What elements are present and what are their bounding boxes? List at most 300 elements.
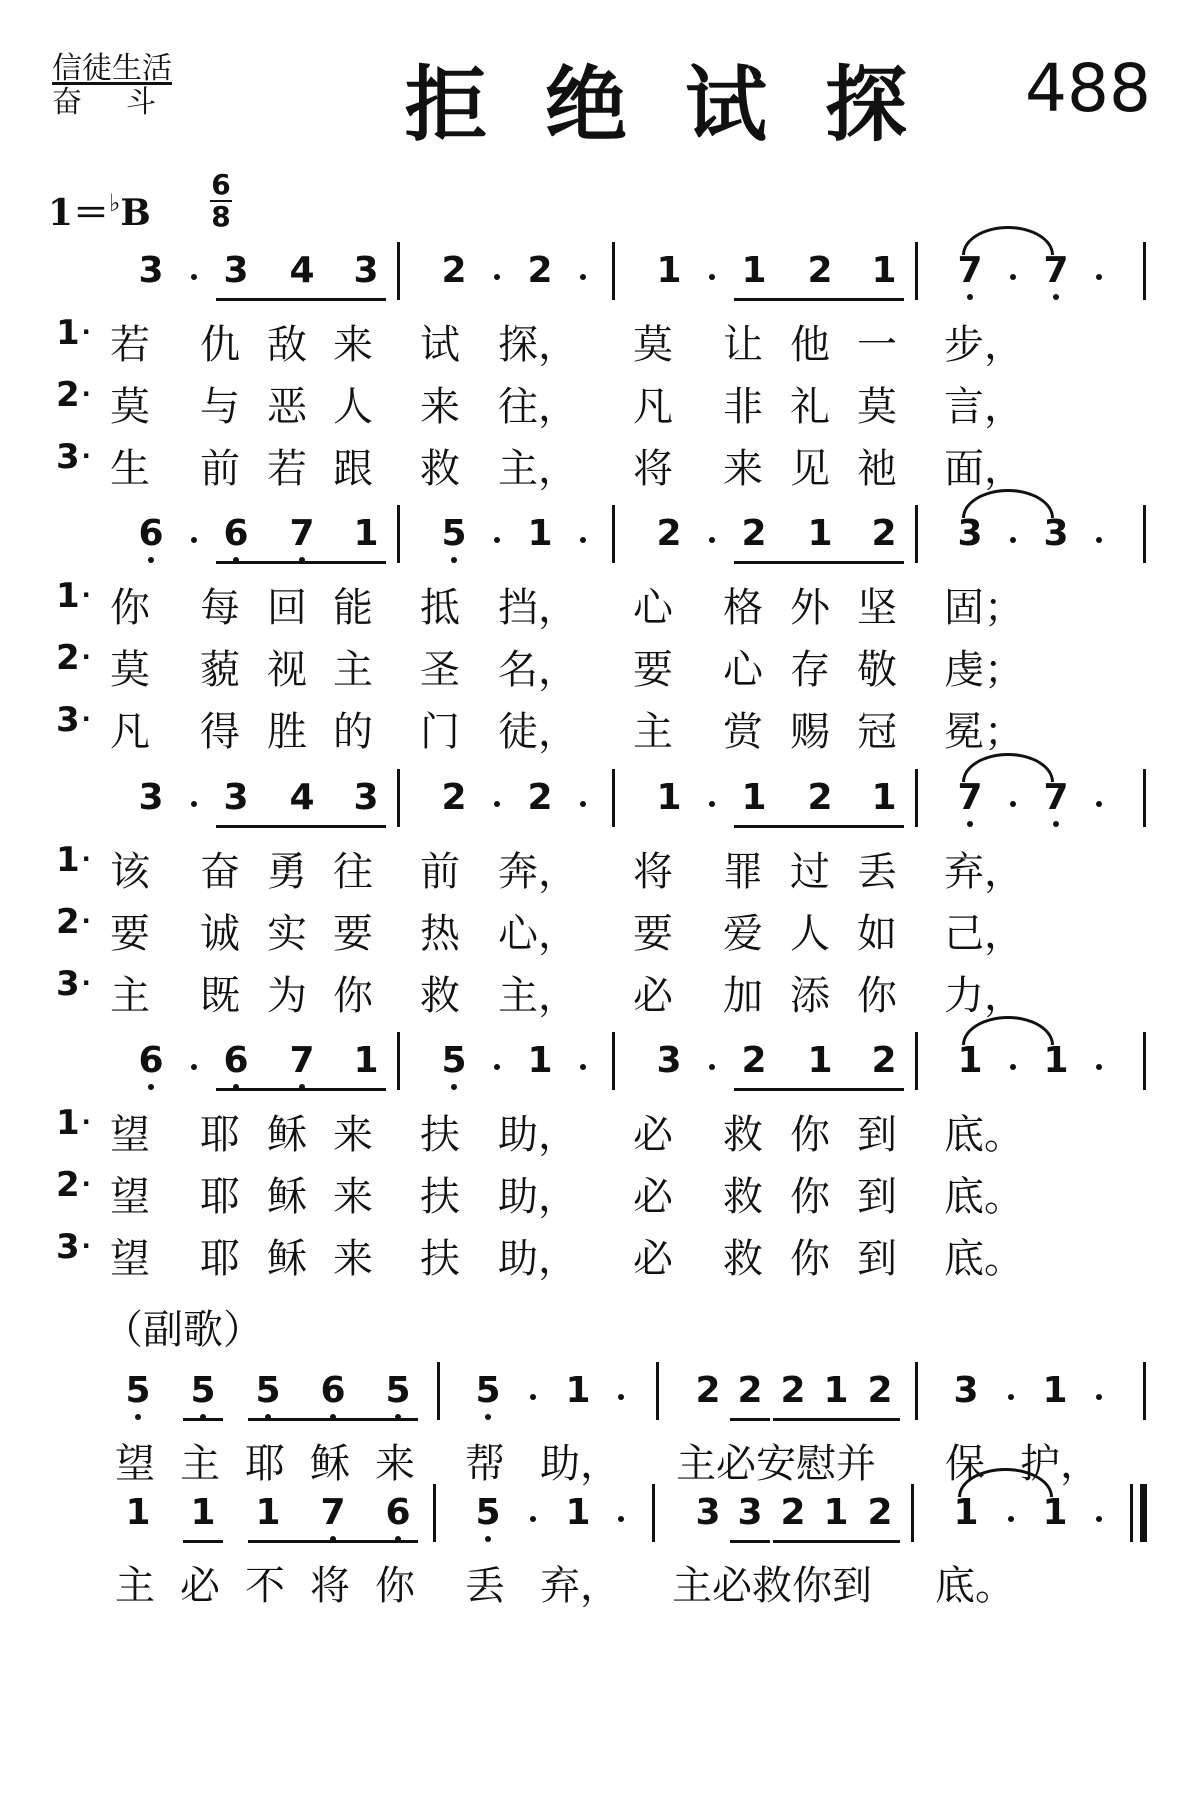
lyric-char: 你 [110,585,150,631]
lyric-char: 耶 [200,1174,240,1220]
beam-underline [734,561,904,564]
lyric-char: 主， [498,973,578,1019]
lyric-line [0,1103,1200,1159]
lyric-line [0,700,1200,756]
lyric-char: 主 [180,1441,220,1487]
lyric-char: 赐 [790,709,830,755]
barline [1143,242,1146,300]
lyric-char: 诚 [200,911,240,957]
lyric-char: 力， [944,973,1024,1019]
note: 1 [823,1370,849,1411]
barline [397,242,400,300]
lyric-char: 敌 [267,322,307,368]
lyric-line [0,1165,1200,1221]
category-line1: 信徒生活 [52,51,172,86]
lyric-char: 主 [110,973,150,1019]
note: 3 [695,1492,721,1533]
barline [397,769,400,827]
lyric-line [0,1227,1200,1283]
augmentation-dot [580,274,586,280]
lyric-char: 跟 [333,446,373,492]
note: 5 [120,1370,156,1411]
augmentation-dot [1010,274,1016,280]
note: 2 [807,777,833,818]
lyric-char: 要 [333,911,373,957]
lyric-char: 救 [723,1236,763,1282]
note: 2 [807,250,833,291]
lyric-char: 护， [1020,1441,1100,1487]
augmentation-dot [191,274,197,280]
lyric-char: 莫 [857,384,897,430]
lyric-char: 步， [944,322,1024,368]
note: 5 [470,1492,506,1533]
beam-underline [773,1418,900,1421]
lyric-char: 敬 [857,647,897,693]
lyric-char: 到 [857,1174,897,1220]
lyric-char: 坚 [857,585,897,631]
note: 1 [527,513,553,554]
note: 2 [871,1040,897,1081]
lyric-char: 凡 [110,709,150,755]
verse-number: 1· [56,576,91,616]
notation-row [0,250,1200,310]
lyric-char: 前 [420,849,460,895]
augmentation-dot [530,1394,536,1400]
notation-row [0,1040,1200,1100]
lyric-char: 助， [498,1112,578,1158]
note: 1 [871,777,897,818]
lyric-char: 扶 [420,1236,460,1282]
lyric-char: 到 [857,1236,897,1282]
beam-underline [773,1540,900,1543]
lyric-char: 来 [333,322,373,368]
lyric-char: 必 [633,1236,673,1282]
barline [433,1484,436,1542]
lyric-line [0,313,1200,369]
beam-underline [734,825,904,828]
lyric-char: 面， [944,446,1024,492]
lyric-char: 救 [723,1174,763,1220]
note: 1 [1042,1370,1068,1411]
barline [915,1032,918,1090]
barline [1143,769,1146,827]
lyric-char: 底。 [944,1236,1024,1282]
note: 1 [565,1370,591,1411]
verse-dot: · [81,442,91,470]
lyric-char: 往 [333,849,373,895]
lyric-char: 将 [310,1563,350,1609]
augmentation-dot [1008,1394,1014,1400]
lyric-char: 抵 [420,585,460,631]
lyric-char: 言， [944,384,1024,430]
barline [1143,1032,1146,1090]
barline [612,769,615,827]
note: 1 [190,1492,216,1533]
augmentation-dot [494,801,500,807]
barline [612,242,615,300]
note: 7 [1038,777,1074,818]
note: 3 [223,777,249,818]
verse-number: 2· [56,638,91,678]
lyric-line [0,902,1200,958]
verse-number: 2· [56,1165,91,1205]
note: 3 [353,777,379,818]
lyric-char: 凡 [633,384,673,430]
low-octave-dot [451,557,457,563]
lyric-char: 必 [633,973,673,1019]
lyric-char: 你 [790,1112,830,1158]
lyric-char: 让 [723,322,763,368]
key-prefix: 1＝ [48,192,110,234]
barline [397,1032,400,1090]
note: 7 [284,1040,320,1081]
lyric-char: 来 [333,1236,373,1282]
note: 1 [807,513,833,554]
lyric-char: 他 [790,322,830,368]
lyric-char: 底。 [944,1174,1024,1220]
note: 1 [1043,1040,1069,1081]
lyric-char: 心 [723,647,763,693]
lyric-char: 回 [267,585,307,631]
lyric-char: 稣 [267,1174,307,1220]
verse-number: 1· [56,1103,91,1143]
lyric-char: 门 [420,709,460,755]
verse-dot: · [81,1108,91,1136]
barline [915,505,918,563]
tie-arc [962,753,1054,782]
lyric-char: 来 [723,446,763,492]
note: 3 [138,777,164,818]
verse-number: 3· [56,700,91,740]
beam-underline [248,1418,418,1421]
augmentation-dot [1010,537,1016,543]
lyric-char: 圣 [420,647,460,693]
lyric-char: 若 [110,322,150,368]
lyric-char: 赏 [723,709,763,755]
chorus-label: （副歌） [103,1307,263,1353]
note: 1 [957,1040,983,1081]
augmentation-dot [709,274,715,280]
barline [437,1362,440,1420]
lyric-char: 你 [790,1236,830,1282]
lyric-char: 稣 [267,1236,307,1282]
lyric-char: 弃， [944,849,1024,895]
barline [1143,505,1146,563]
beam-underline [183,1418,223,1421]
note: 5 [185,1370,221,1411]
note: 7 [284,513,320,554]
lyric-char: 往， [498,384,578,430]
note: 7 [952,250,988,291]
low-octave-dot [135,1414,141,1420]
verse-number: 2· [56,902,91,942]
beam-underline [248,1540,418,1543]
lyric-char: 将 [633,446,673,492]
lyric-char: 冕； [944,709,1024,755]
augmentation-dot [709,801,715,807]
note: 2 [737,1370,763,1411]
lyric-char: 若 [267,446,307,492]
lyric-char: 莫 [633,322,673,368]
barline [656,1362,659,1420]
barline [652,1484,655,1542]
low-octave-dot [485,1536,491,1542]
lyric-char: 虔； [944,647,1024,693]
lyric-char: 己， [944,911,1024,957]
barline [612,505,615,563]
lyric-char: 稣 [267,1112,307,1158]
note: 5 [470,1370,506,1411]
verse-dot: · [81,581,91,609]
lyric-char: 祂 [857,446,897,492]
augmentation-dot [1010,801,1016,807]
lyric-char: 来 [333,1174,373,1220]
lyric-char: 能 [333,585,373,631]
lyric-char: 主 [333,647,373,693]
note: 1 [807,1040,833,1081]
lyric-char: 每 [200,585,240,631]
note: 1 [1042,1492,1068,1533]
note: 4 [289,250,315,291]
hymn-number: 488 [1025,50,1151,127]
lyric-char: 来 [420,384,460,430]
note: 2 [527,777,553,818]
augmentation-dot [530,1516,536,1522]
augmentation-dot [494,537,500,543]
verse-number: 3· [56,437,91,477]
lyric-char: 如 [857,911,897,957]
beam-underline [216,298,386,301]
augmentation-dot [580,537,586,543]
lyric-char: 丢 [857,849,897,895]
lyric-char: 帮 [465,1441,505,1487]
augmentation-dot [191,537,197,543]
augmentation-dot [1096,801,1102,807]
verse-dot: · [81,1232,91,1260]
note: 7 [315,1492,351,1533]
lyric-char: 存 [790,647,830,693]
barline [915,242,918,300]
note: 2 [441,777,467,818]
lyric-char: 主必安慰并 [676,1441,876,1487]
note: 5 [436,1040,472,1081]
lyric-char: 耶 [200,1236,240,1282]
note: 6 [218,1040,254,1081]
lyric-char: 胜 [267,709,307,755]
lyric-char: 礼 [790,384,830,430]
augmentation-dot [191,801,197,807]
lyric-char: 保 [945,1441,985,1487]
verse-number: 3· [56,1227,91,1267]
note: 6 [315,1370,351,1411]
verse-dot: · [81,969,91,997]
augmentation-dot [580,1064,586,1070]
lyric-char: 望 [110,1174,150,1220]
lyric-char: 将 [633,849,673,895]
note: 1 [527,1040,553,1081]
hymn-title: 拒绝试探 [405,58,966,153]
note: 1 [353,513,379,554]
time-bottom: 8 [211,200,231,233]
note: 1 [741,777,767,818]
beam-underline [730,1540,770,1543]
lyric-char: 救 [723,1112,763,1158]
verse-dot: · [81,643,91,671]
note: 3 [1043,513,1069,554]
verse-number: 3· [56,964,91,1004]
lyric-char: 固； [944,585,1024,631]
lyric-char: 一 [857,322,897,368]
note: 6 [218,513,254,554]
lyric-line [0,840,1200,896]
augmentation-dot [618,1394,624,1400]
lyric-char: 为 [267,973,307,1019]
lyric-char: 必 [633,1112,673,1158]
lyric-char: 试 [420,322,460,368]
low-octave-dot [485,1414,491,1420]
lyric-char: 格 [723,585,763,631]
low-octave-dot [967,294,973,300]
lyric-char: 既 [200,973,240,1019]
lyric-char: 奔， [498,849,578,895]
lyric-char: 勇 [267,849,307,895]
tie-arc [962,226,1054,255]
lyric-char: 挡， [498,585,578,631]
lyric-char: 莫 [110,384,150,430]
time-top: 6 [211,168,231,201]
note: 1 [353,1040,379,1081]
notation-row [0,777,1200,837]
augmentation-dot [1096,537,1102,543]
note: 1 [871,250,897,291]
lyric-char: 的 [333,709,373,755]
lyric-char: 你 [333,973,373,1019]
beam-underline [734,1088,904,1091]
lyric-line [0,638,1200,694]
lyric-char: 人 [333,384,373,430]
lyric-char: 你 [790,1174,830,1220]
note: 2 [780,1370,806,1411]
lyric-char: 非 [723,384,763,430]
note: 3 [353,250,379,291]
beam-underline [216,1088,386,1091]
lyric-char: 底。 [944,1112,1024,1158]
verse-dot: · [81,380,91,408]
lyric-char: 到 [857,1112,897,1158]
note: 3 [737,1492,763,1533]
lyric-char: 生 [110,446,150,492]
note: 2 [656,513,682,554]
lyric-char: 实 [267,911,307,957]
augmentation-dot [191,1064,197,1070]
beam-underline [216,825,386,828]
lyric-char: 加 [723,973,763,1019]
lyric-char: 主必救你到 [672,1563,872,1609]
lyric-char: 要 [633,647,673,693]
note: 3 [957,513,983,554]
lyric-char: 热 [420,911,460,957]
lyric-char: 人 [790,911,830,957]
low-octave-dot [1053,821,1059,827]
note: 2 [741,1040,767,1081]
lyric-char: 必 [180,1563,220,1609]
lyric-char: 主 [115,1563,155,1609]
key-signature [48,185,151,236]
lyric-char: 稣 [310,1441,350,1487]
flat-sign: ♭ [109,189,121,217]
augmentation-dot [709,1064,715,1070]
lyric-char: 奋 [200,849,240,895]
chorus-lyric-line [0,1554,1200,1610]
note: 5 [436,513,472,554]
augmentation-dot [1008,1516,1014,1522]
lyric-char: 望 [110,1112,150,1158]
lyric-char: 罪 [723,849,763,895]
note: 7 [1038,250,1074,291]
lyric-char: 与 [200,384,240,430]
low-octave-dot [148,557,154,563]
barline [612,1032,615,1090]
lyric-char: 过 [790,849,830,895]
augmentation-dot [618,1516,624,1522]
note: 1 [741,250,767,291]
lyric-char: 仇 [200,322,240,368]
lyric-char: 救 [420,446,460,492]
note: 2 [741,513,767,554]
lyric-char: 前 [200,446,240,492]
lyric-char: 要 [110,911,150,957]
lyric-char: 要 [633,911,673,957]
lyric-char: 主 [633,709,673,755]
note: 1 [656,777,682,818]
notation-row [0,513,1200,573]
beam-underline [734,298,904,301]
lyric-char: 望 [110,1236,150,1282]
augmentation-dot [1096,1394,1102,1400]
note: 3 [223,250,249,291]
note: 2 [867,1370,893,1411]
augmentation-dot [709,537,715,543]
lyric-line [0,964,1200,1020]
augmentation-dot [580,801,586,807]
note: 2 [867,1492,893,1533]
low-octave-dot [967,821,973,827]
lyric-char: 耶 [245,1441,285,1487]
note: 5 [380,1370,416,1411]
verse-number: 1· [56,840,91,880]
lyric-char: 必 [633,1174,673,1220]
lyric-char: 恶 [267,384,307,430]
lyric-char: 你 [857,973,897,1019]
lyric-char: 你 [375,1563,415,1609]
verse-dot: · [81,705,91,733]
augmentation-dot [1096,1064,1102,1070]
low-octave-dot [148,1084,154,1090]
note: 2 [695,1370,721,1411]
barline [915,769,918,827]
lyric-char: 藐 [200,647,240,693]
note: 2 [527,250,553,291]
beam-underline [183,1540,223,1543]
lyric-char: 救 [420,973,460,1019]
lyric-char: 冠 [857,709,897,755]
note: 3 [138,250,164,291]
lyric-char: 见 [790,446,830,492]
note: 6 [380,1492,416,1533]
lyric-char: 扶 [420,1112,460,1158]
lyric-char: 添 [790,973,830,1019]
lyric-char: 来 [333,1112,373,1158]
